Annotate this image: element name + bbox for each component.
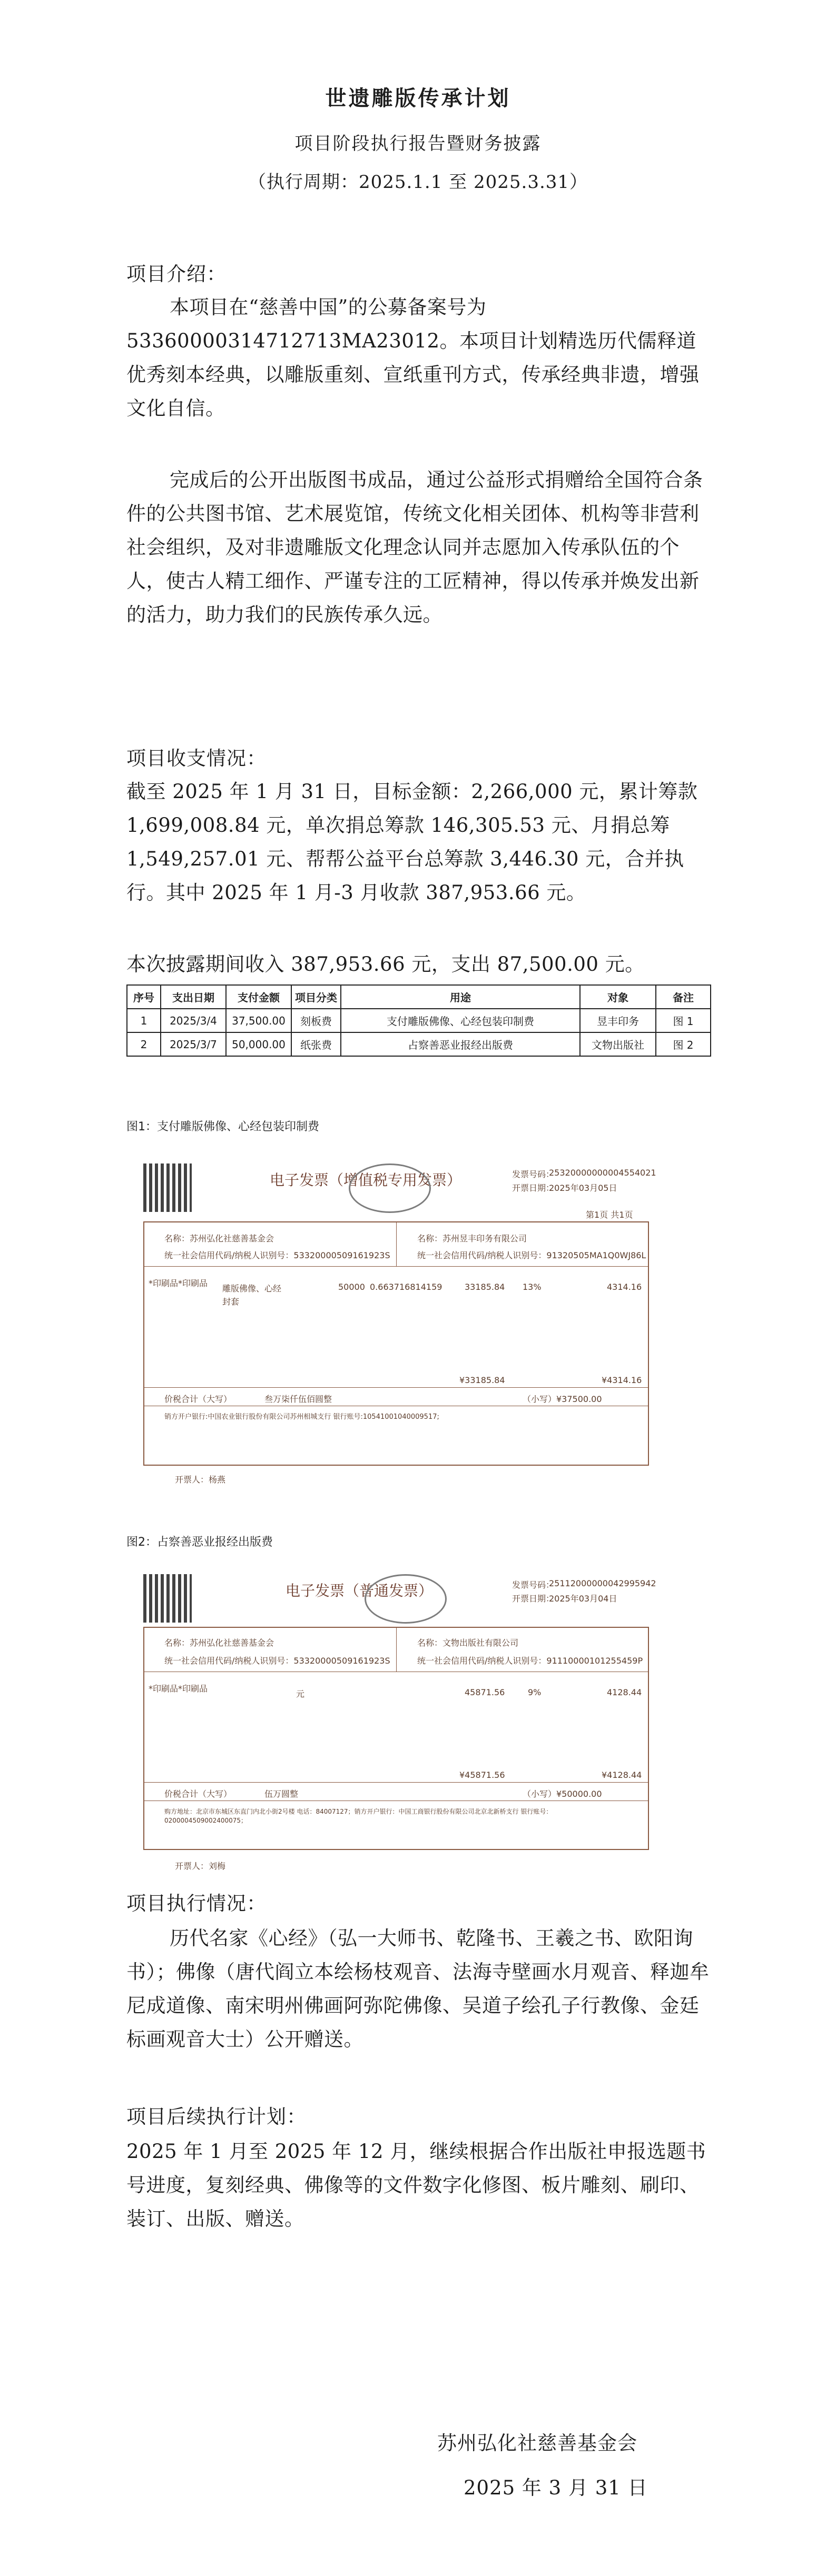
cell-category: 刻板费 <box>291 1009 341 1032</box>
invoice-page: 第1页 共1页 <box>586 1210 633 1220</box>
seller-tax-id: 统一社会信用代码/纳税人识别号：91110000101255459P <box>417 1656 643 1666</box>
item-name: *印刷品*印刷品 <box>149 1278 208 1288</box>
cell-index: 1 <box>127 1009 161 1032</box>
item-price: 0.663716814159 <box>370 1282 442 1292</box>
invoice-remark: 购方地址：北京市东城区东直门内北小街2号楼 电话：84007127；销方开户银行：中国工商银行股份有限公司北京北新桥支行 银行账号：0200004509002400075； <box>164 1808 553 1824</box>
cell-recipient: 昱丰印务 <box>580 1009 656 1032</box>
item-unit: 元 <box>296 1689 305 1699</box>
cell-amount: 50,000.00 <box>226 1032 291 1056</box>
item-qty: 50000 <box>338 1282 365 1292</box>
invoice-date: 2025年03月05日 <box>549 1183 617 1193</box>
table-row <box>127 1009 711 1032</box>
finance-heading: 项目收支情况： <box>126 747 267 770</box>
invoice-number: 25112000000042995942 <box>549 1578 656 1588</box>
col-category: 项目分类 <box>291 985 341 1009</box>
cell-remark: 图 1 <box>656 1009 711 1032</box>
cell-purpose: 占察善恶业报经出版费 <box>341 1032 580 1056</box>
invoice-issuer: 开票人：杨燕 <box>175 1475 226 1485</box>
seller-name: 名称：苏州昱丰印务有限公司 <box>417 1234 527 1244</box>
figure-2-caption: 图2：占察善恶业报经出版费 <box>126 1536 273 1549</box>
total-in-figures: （小写）¥37500.00 <box>523 1394 602 1404</box>
divider <box>143 1782 648 1783</box>
qr-code <box>143 1163 192 1212</box>
invoice-image-1 <box>143 1158 656 1485</box>
invoice-date-label: 开票日期： <box>512 1594 555 1604</box>
item-rate: 9% <box>528 1687 542 1697</box>
invoice-number-label: 发票号码： <box>512 1580 555 1590</box>
finance-paragraph-1: 截至 2025 年 1 月 31 日，目标金额：2,266,000 元，累计筹款1,699,008.84 元，单次捐总筹款 146,305.53 元、月捐总筹1,549,257.01 元、帮帮公益平台总筹款 3,446.30 元，合并执行。其中 2025 年 1 月-3 月收款 387,953.66 元。 <box>126 780 698 904</box>
invoice-image-2 <box>143 1569 656 1872</box>
item-unit: 封套 <box>222 1297 240 1307</box>
figure-1-caption: 图1：支付雕版佛像、心经包装印制费 <box>126 1120 319 1133</box>
total-tax: ¥4314.16 <box>602 1375 642 1385</box>
invoice-number-label: 发票号码： <box>512 1169 555 1179</box>
item-desc: 雕版佛像、心经 <box>222 1284 282 1294</box>
intro-heading: 项目介绍： <box>126 263 227 285</box>
col-recipient: 对象 <box>580 985 656 1009</box>
col-remark: 备注 <box>656 985 711 1009</box>
invoice-seal <box>349 1163 431 1213</box>
invoice-title: 电子发票（增值税专用发票） <box>270 1171 462 1189</box>
buyer-tax-id: 统一社会信用代码/纳税人识别号：53320000509161923S <box>164 1250 390 1260</box>
execution-heading: 项目执行情况： <box>126 1892 267 1915</box>
total-label: 价税合计（大写） <box>164 1394 232 1404</box>
divider <box>396 1627 397 1672</box>
total-tax: ¥4128.44 <box>602 1770 642 1780</box>
cell-date: 2025/3/4 <box>161 1009 226 1032</box>
cell-purpose: 支付雕版佛像、心经包装印制费 <box>341 1009 580 1032</box>
cell-index: 2 <box>127 1032 161 1056</box>
divider <box>143 1266 648 1267</box>
col-date: 支出日期 <box>161 985 226 1009</box>
signature-date: 2025 年 3 月 31 日 <box>464 2476 648 2499</box>
seller-name: 名称：文物出版社有限公司 <box>417 1638 519 1648</box>
total-in-words: 伍万圆整 <box>264 1789 299 1799</box>
invoice-date-label: 开票日期： <box>512 1183 555 1193</box>
col-amount: 支付金额 <box>226 985 291 1009</box>
divider <box>396 1221 397 1266</box>
seller-tax-id: 统一社会信用代码/纳税人识别号：91320505MA1Q0WJ86L <box>417 1250 646 1260</box>
qr-code <box>143 1574 192 1623</box>
table-header-row <box>127 985 711 1009</box>
total-in-words: 叁万柒仟伍佰圆整 <box>264 1394 332 1404</box>
col-purpose: 用途 <box>341 985 580 1009</box>
plan-heading: 项目后续执行计划： <box>126 2105 307 2128</box>
cell-category: 纸张费 <box>291 1032 341 1056</box>
item-tax: 4128.44 <box>607 1687 642 1697</box>
cell-amount: 37,500.00 <box>226 1009 291 1032</box>
cell-recipient: 文物出版社 <box>580 1032 656 1056</box>
finance-paragraph-2: 本次披露期间收入 387,953.66 元，支出 87,500.00 元。 <box>126 953 645 976</box>
item-name: *印刷品*印刷品 <box>149 1684 208 1694</box>
invoice-date: 2025年03月04日 <box>549 1594 617 1604</box>
item-tax: 4314.16 <box>607 1282 642 1292</box>
execution-paragraph: 历代名家《心经》（弘一大师书、乾隆书、王羲之书、欧阳询书）；佛像（唐代阎立本绘杨枝观音、法海寺壁画水月观音、释迦牟尼成道像、南宋明州佛画阿弥陀佛像、吴道子绘孔子行教像、金廷标画观音大士）公开赠送。 <box>126 1927 710 2051</box>
report-subtitle: 项目阶段执行报告暨财务披露 <box>294 133 542 154</box>
intro-paragraph-1: 本项目在“慈善中国”的公募备案号为53360000314712713MA23012。本项目计划精选历代儒释道优秀刻本经典，以雕版重刻、宣纸重刊方式，传承经典非遗，增强文化自信。 <box>126 296 700 420</box>
expense-table <box>126 984 711 1057</box>
cell-remark: 图 2 <box>656 1032 711 1056</box>
invoice-remark: 销方开户银行:中国农业银行股份有限公司苏州相城支行 银行账号:10541001040009517; <box>164 1413 439 1421</box>
signature-org: 苏州弘化社慈善基金会 <box>437 2432 637 2454</box>
invoice-number: 25320000000004554021 <box>549 1168 656 1178</box>
plan-paragraph: 2025 年 1 月至 2025 年 12 月，继续根据合作出版社申报选题书号进度，复刻经典、佛像等的文件数字化修图、板片雕刻、刷印、装订、出版、赠送。 <box>126 2140 706 2230</box>
total-amount: ¥33185.84 <box>459 1375 505 1385</box>
total-label: 价税合计（大写） <box>164 1789 232 1799</box>
cell-date: 2025/3/7 <box>161 1032 226 1056</box>
total-amount: ¥45871.56 <box>459 1770 505 1780</box>
report-title: 世遗雕版传承计划 <box>325 86 511 111</box>
divider <box>143 1387 648 1388</box>
invoice-seal <box>365 1574 447 1624</box>
item-amount: 45871.56 <box>465 1687 505 1697</box>
invoice-issuer: 开票人：刘梅 <box>175 1861 226 1871</box>
item-rate: 13% <box>523 1282 542 1292</box>
buyer-tax-id: 统一社会信用代码/纳税人识别号：53320000509161923S <box>164 1656 390 1666</box>
buyer-name: 名称：苏州弘化社慈善基金会 <box>164 1638 274 1648</box>
invoice-title: 电子发票（普通发票） <box>286 1582 434 1599</box>
execution-period: （执行周期：2025.1.1 至 2025.3.31） <box>248 172 588 193</box>
total-in-figures: （小写）¥50000.00 <box>523 1789 602 1799</box>
item-amount: 33185.84 <box>465 1282 505 1292</box>
table-row <box>127 1032 711 1056</box>
col-index: 序号 <box>127 985 161 1009</box>
intro-paragraph-2: 完成后的公开出版图书成品，通过公益形式捐赠给全国符合条件的公共图书馆、艺术展览馆，传统文化相关团体、机构等非营利社会组织，及对非遗雕版文化理念认同并志愿加入传承队伍的个人，使古人精工细作、严谨专注的工匠精神，得以传承并焕发出新的活力，助力我们的民族传承久远。 <box>126 469 703 626</box>
buyer-name: 名称：苏州弘化社慈善基金会 <box>164 1234 274 1244</box>
